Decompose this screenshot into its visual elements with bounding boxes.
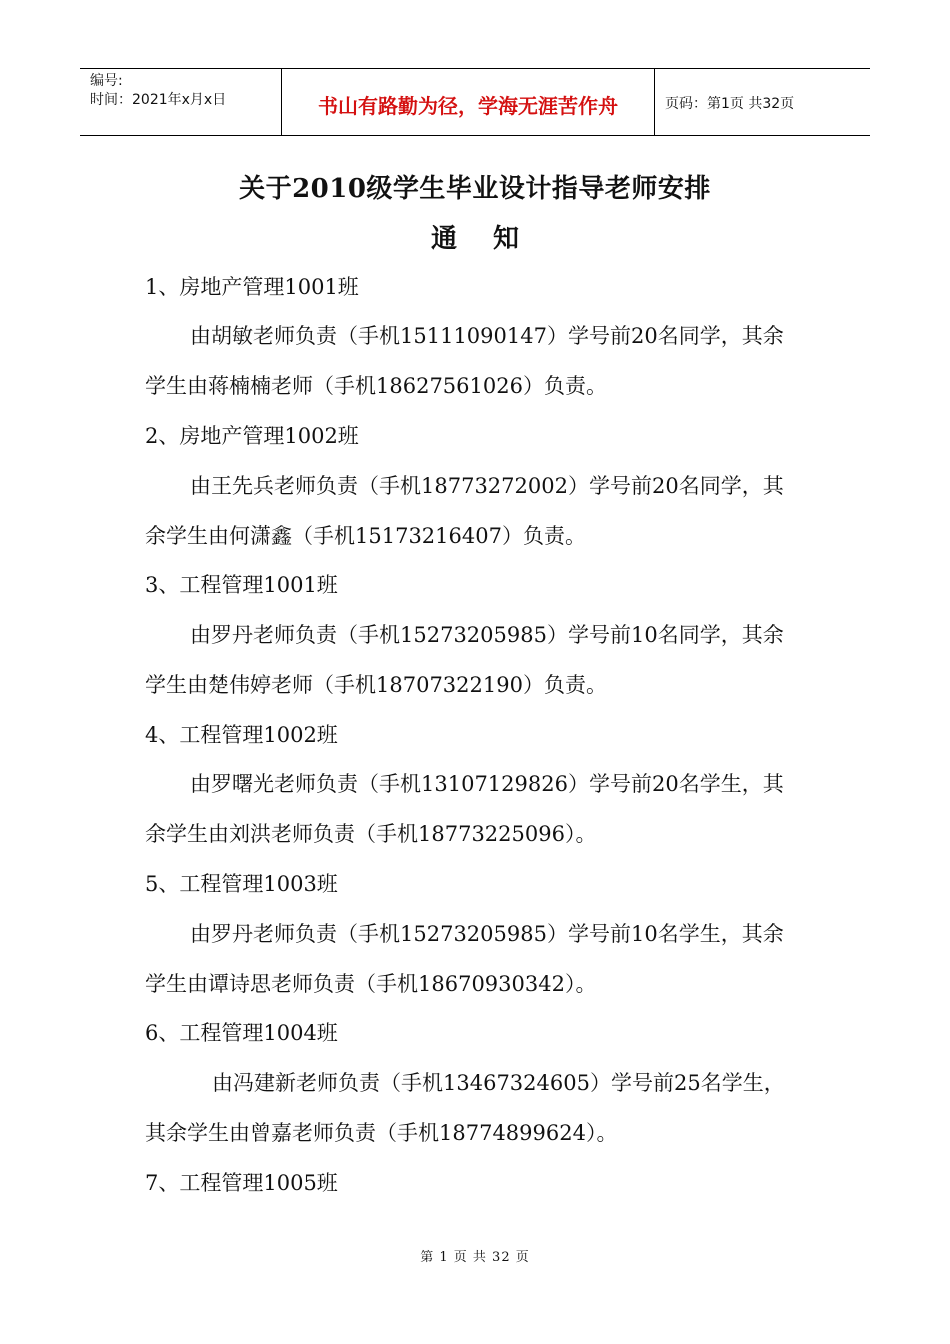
paragraph-line: 由罗曙光老师负责（手机13107129826）学号前20名学生，其: [190, 772, 784, 796]
paragraph-line: 由胡敏老师负责（手机15111090147）学号前20名同学，其余: [190, 324, 784, 348]
paragraph-line: 余学生由刘洪老师负责（手机18773225096）。: [145, 822, 597, 846]
header-page-info: 页码：第1页 共32页: [665, 96, 795, 112]
paragraph-line: 由冯建新老师负责（手机13467324605）学号前25名学生，: [212, 1071, 785, 1095]
header-meta: [80, 69, 282, 135]
time-label: 时间：2021年x月x日: [90, 92, 227, 108]
paragraph-line: 学生由楚伟婷老师（手机18707322190）负责。: [145, 673, 607, 697]
page-header: [80, 68, 870, 136]
paragraph-line: 由罗丹老师负责（手机15273205985）学号前10名同学，其余: [190, 623, 784, 647]
paragraph-line: 其余学生由曾嘉老师负责（手机18774899624）。: [145, 1121, 618, 1145]
paragraph-line: 由王先兵老师负责（手机18773272002）学号前20名同学，其: [190, 474, 784, 498]
class-heading: 4、工程管理1002班: [145, 723, 338, 747]
class-heading: 7、工程管理1005班: [145, 1171, 338, 1195]
header-motto: 书山有路勤为径，学海无涯苦作舟: [282, 69, 655, 135]
class-heading: 5、工程管理1003班: [145, 872, 338, 896]
document-title: 关于2010级学生毕业设计指导老师安排: [239, 174, 711, 204]
paragraph-line: 余学生由何潇鑫（手机15173216407）负责。: [145, 524, 586, 548]
class-heading: 2、房地产管理1002班: [145, 424, 359, 448]
number-label: 编号:: [90, 73, 123, 89]
class-heading: 3、工程管理1001班: [145, 573, 338, 597]
page-footer: 第 1 页 共 32 页: [420, 1250, 530, 1265]
paragraph-line: 学生由谭诗思老师负责（手机18670930342）。: [145, 972, 597, 996]
class-heading: 1、房地产管理1001班: [145, 275, 359, 299]
paragraph-line: 学生由蒋楠楠老师（手机18627561026）负责。: [145, 374, 607, 398]
paragraph-line: 由罗丹老师负责（手机15273205985）学号前10名学生，其余: [190, 922, 784, 946]
document-subtitle: 通知: [430, 224, 555, 254]
class-heading: 6、工程管理1004班: [145, 1021, 338, 1045]
